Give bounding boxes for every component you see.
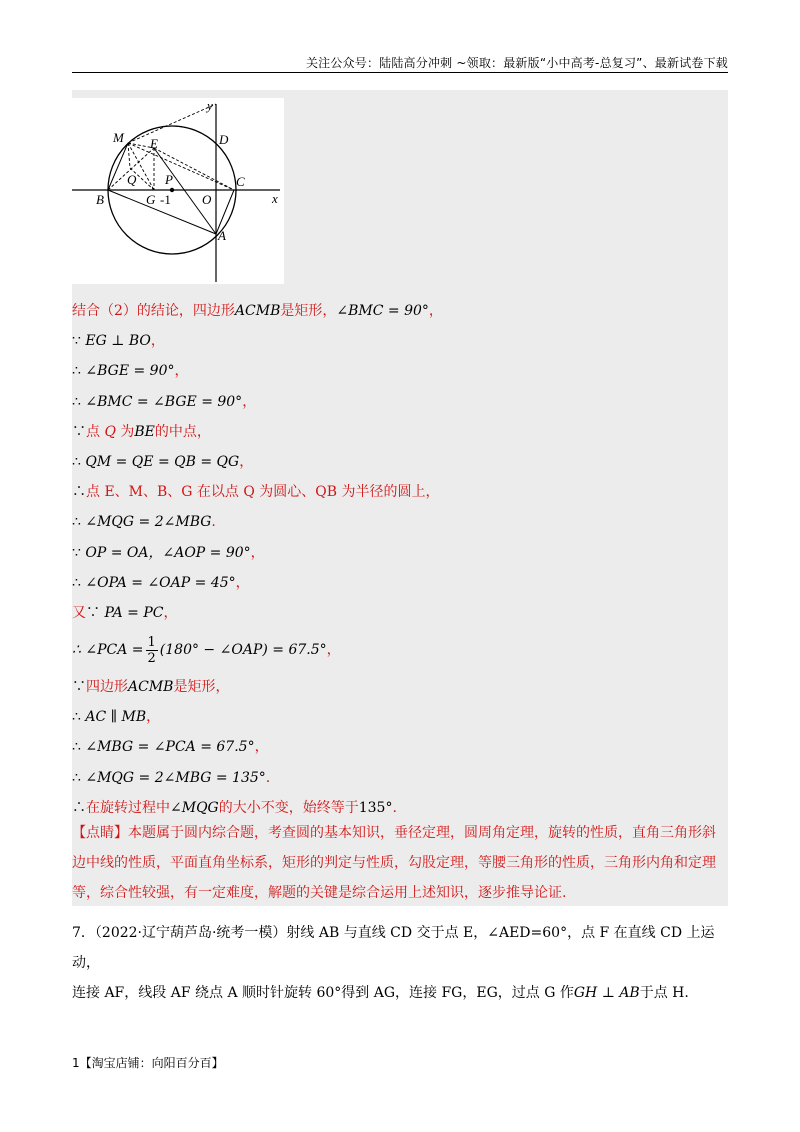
step-prefix: ∴ [72, 574, 86, 591]
problem-text: 于点 H. [639, 985, 689, 1001]
fraction-denominator: 2 [147, 650, 156, 666]
solution-steps [72, 296, 728, 823]
geometry-figure [72, 98, 284, 284]
step-line [72, 326, 728, 356]
step-line [72, 672, 728, 702]
step-prefix: ∴ [72, 769, 86, 786]
step-text: 的大小不变，始终等于 [218, 799, 359, 816]
step-math: ∠MQG [170, 799, 219, 816]
step-text: 结合（2）的结论，四边形 [72, 303, 235, 319]
step-math: ∠BMC = ∠BGE = 90° [85, 393, 243, 410]
step-prefix: ∵ [72, 679, 86, 696]
label-y: y [207, 98, 213, 113]
step-math: Q [104, 423, 116, 440]
step-text: 点 E、M、B、G 在以点 Q 为圆心、QB 为半径的圆上， [86, 484, 440, 501]
step-text: 的中点， [154, 423, 211, 440]
step-line [72, 447, 728, 477]
fraction-numerator: 1 [147, 634, 156, 650]
step-math: OP = OA，∠AOP = 90° [85, 544, 251, 561]
step-text: 点 [86, 423, 105, 440]
step-math: ∠OPA = ∠OAP = 45° [85, 574, 236, 591]
step-prefix: ∴ [72, 393, 86, 410]
step-line [72, 507, 728, 537]
step-line [72, 387, 728, 417]
label-G: G [146, 192, 156, 207]
step-tail: ， [326, 642, 341, 659]
step-math: ∠MQG = 2∠MBG [85, 514, 212, 531]
step-text: 为 [115, 423, 135, 440]
step-line [72, 568, 728, 598]
step-math: PA = PC [104, 604, 164, 621]
step-math: ACMB [128, 679, 174, 696]
step-line [72, 538, 728, 568]
step-text: 又 [72, 604, 86, 621]
step-tail: ， [150, 333, 165, 350]
step-prefix: ∵ [86, 604, 105, 621]
label-C: C [236, 174, 245, 189]
step-math: EG ⊥ BO [85, 333, 151, 350]
step-tail: ， [146, 709, 161, 726]
comment-paragraph: 【点睛】本题属于圆内综合题，考查圆的基本知识，垂径定理，圆周角定理，旋转的性质，直角三角形斜边中线的性质，平面直角坐标系，矩形的判定与性质，勾股定理，等腰三角形的性质，三角形内角和定理等，综合性较强，有一定难度，解题的关键是综合运用上述知识，逐步推导论证. [72, 825, 716, 901]
step-prefix: ∵ [72, 544, 86, 561]
step-math: ∠MQG = 2∠MBG = 135° [85, 769, 266, 786]
label-x: x [272, 191, 278, 206]
label-E: E [150, 136, 158, 151]
step-line [72, 702, 728, 732]
step-line [72, 477, 728, 507]
label-O: O [202, 192, 212, 207]
step-tail: ， [242, 393, 257, 410]
step-tail: ， [250, 544, 265, 561]
step-math: BE [134, 423, 155, 440]
step-math: ∠BGE = 90° [85, 363, 175, 380]
step-math: (180° − ∠OAP) = 67.5° [159, 642, 327, 659]
step-text: 是矩形， [173, 679, 230, 696]
step-prefix: ∴ [72, 799, 86, 816]
page-header: 关注公众号：陆陆高分冲刺 ~领取：最新版“小中高考-总复习”、最新试卷下载 [305, 56, 728, 70]
label-minus-one: -1 [160, 192, 171, 207]
step-text: 是矩形， [280, 303, 337, 319]
step-prefix: ∴ [72, 514, 86, 531]
label-Q: Q [127, 172, 137, 187]
step-math: ∠MBG = ∠PCA = 67.5° [85, 739, 255, 756]
problem-7 [72, 918, 728, 1008]
step-math: ∠BMC = 90° [336, 303, 429, 319]
step-text: 在旋转过程中 [86, 799, 170, 816]
step-math: ACMB [234, 303, 281, 319]
step-line [72, 296, 728, 326]
step-prefix: ∴ [72, 739, 86, 756]
step-tail: ， [239, 453, 254, 470]
label-A: A [218, 228, 226, 243]
problem-math: GH ⊥ AB [573, 985, 640, 1001]
step-tail: ， [174, 363, 189, 380]
step-line [72, 598, 728, 628]
step-prefix: ∵ [72, 423, 86, 440]
header-rule [72, 72, 728, 73]
step-line [72, 732, 728, 762]
step-tail: ， [163, 604, 178, 621]
label-P: P [165, 172, 173, 187]
step-tail: . [392, 799, 397, 816]
fraction [146, 635, 158, 666]
step-line [72, 763, 728, 793]
step-prefix: ∵ [72, 333, 86, 350]
step-prefix: ∴ [72, 484, 86, 501]
step-text: 四边形 [86, 679, 128, 696]
step-prefix: ∴ [72, 453, 86, 470]
problem-text: 7．（2022·辽宁葫芦岛·统考一模）射线 AB 与直线 CD 交于点 E，∠AED=60°，点 F 在直线 CD 上运动， [72, 925, 715, 971]
step-line [72, 417, 728, 447]
page-footer: 1【淘宝店铺：向阳百分百】 [72, 1056, 224, 1070]
step-math: ∴ ∠PCA = [72, 642, 144, 659]
label-D: D [219, 132, 229, 147]
step-tail: ， [254, 739, 269, 756]
problem-text: 连接 AF，线段 AF 绕点 A 顺时针旋转 60°得到 AG，连接 FG，EG，过点 G 作 [72, 985, 574, 1001]
label-B: B [96, 192, 104, 207]
step-prefix: ∴ [72, 363, 86, 380]
step-math: QM = QE = QB = QG [85, 453, 240, 470]
step-tail: . [211, 514, 216, 531]
step-math: 135° [358, 799, 393, 816]
step-prefix: ∴ [72, 709, 86, 726]
step-tail: ， [428, 303, 443, 319]
step-line-fraction [72, 628, 728, 672]
step-line [72, 356, 728, 386]
step-tail: ， [235, 574, 250, 591]
label-M: M [113, 130, 124, 145]
step-math: AC ∥ MB [85, 709, 147, 726]
step-tail: . [265, 769, 271, 786]
